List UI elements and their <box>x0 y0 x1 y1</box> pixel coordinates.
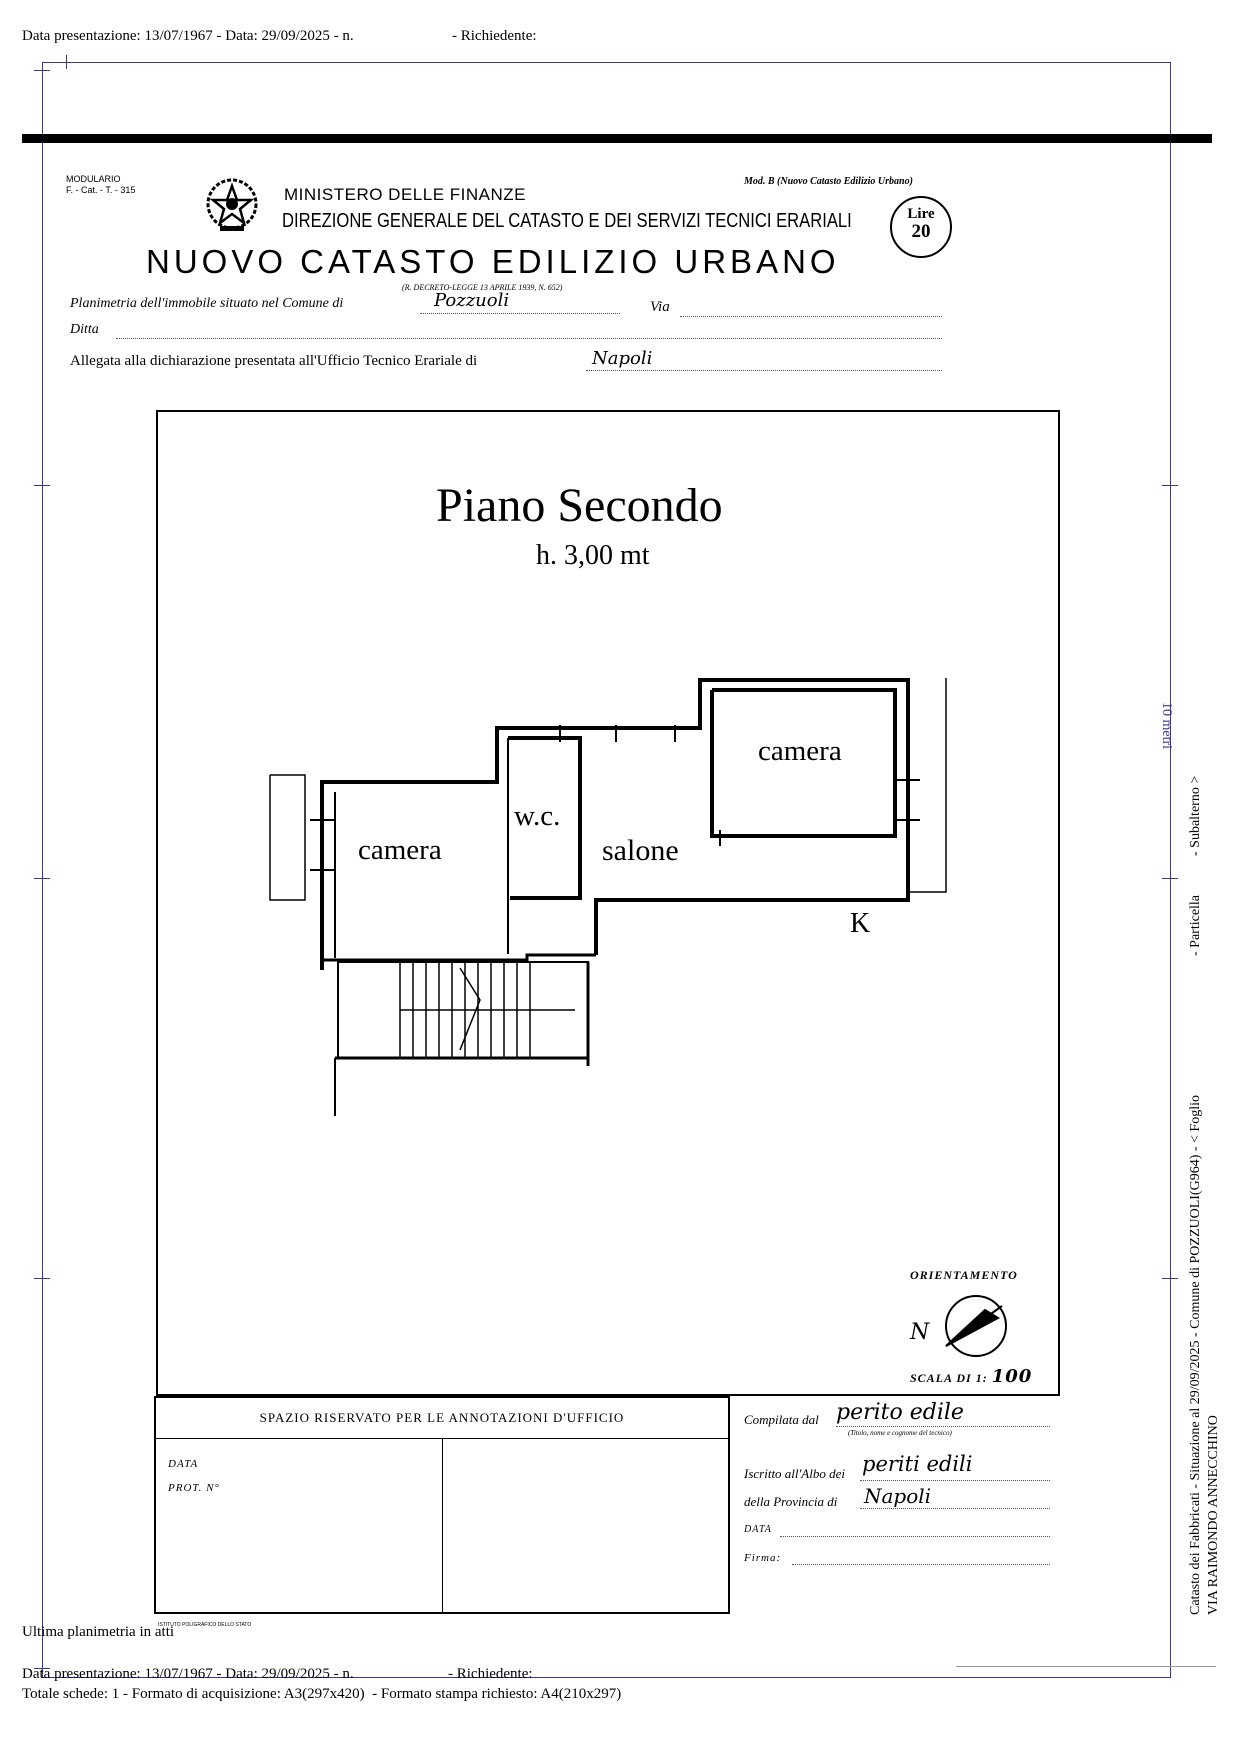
office-data: DATA <box>168 1458 199 1470</box>
ministry-title: MINISTERO DELLE FINANZE <box>284 185 526 204</box>
footer-line1: Data presentazione: 13/07/1967 - Data: 29/09/2025 - n. <box>22 1666 354 1682</box>
side-particella: - Particella <box>1188 894 1203 956</box>
form-title: NUOVO CATASTO EDILIZIO URBANO <box>146 243 840 280</box>
office-title: SPAZIO RISERVATO PER LE ANNOTAZIONI D'UFFICIO <box>156 1398 728 1439</box>
row1-label: Planimetria dell'immobile situato nel Comune di <box>70 296 344 311</box>
footer-line2: Totale schede: 1 - Formato di acquisizione: A3(297x420) - Formato stampa richiesto: A4(210x297) <box>22 1686 622 1702</box>
iscritto-value: periti edili <box>862 1452 973 1476</box>
orientation-label: ORIENTAMENTO <box>910 1268 1018 1282</box>
row2-label: Ditta <box>70 322 99 337</box>
room-camera-right: camera <box>758 735 842 767</box>
compiled-data: DATA <box>744 1524 772 1535</box>
printer-mark: ISTITUTO POLIGRAFICO DELLO STATO <box>158 1622 252 1628</box>
side-line-main: Catasto dei Fabbricati - Situazione al 29/09/2025 - Comune di POZZUOLI(G964) - < Foglio <box>1188 1095 1203 1615</box>
provincia-value: Napoli <box>864 1484 932 1508</box>
compilata-label: Compilata dal <box>744 1412 819 1427</box>
office-box <box>154 1396 730 1614</box>
row1-value: Pozzuoli <box>434 290 510 311</box>
room-wc: w.c. <box>514 800 561 832</box>
side-subalterno: - Subalterno > <box>1188 775 1203 856</box>
iscritto-label: Iscritto all'Albo dei <box>744 1466 845 1481</box>
room-kitchen: K <box>850 908 871 939</box>
office-prot: PROT. N° <box>168 1482 220 1494</box>
header-requester: - Richiedente: <box>452 28 537 44</box>
scale-value: 100 <box>991 1366 1033 1387</box>
row3-label: Allegata alla dichiarazione presentata all'Ufficio Tecnico Erariale di <box>70 353 478 369</box>
header-line: Data presentazione: 13/07/1967 - Data: 29/09/2025 - n. <box>22 28 354 44</box>
model-right: Mod. B (Nuovo Catasto Edilizio Urbano) <box>744 176 913 187</box>
provincia-label: della Provincia di <box>744 1494 838 1509</box>
compilata-value: perito edile <box>836 1400 964 1425</box>
room-camera-left: camera <box>358 834 442 866</box>
model-left: MODULARIO <box>66 174 121 184</box>
scale-label: SCALA DI 1: <box>910 1371 988 1385</box>
decree-text: (R. DECRETO-LEGGE 13 APRILE 1939, N. 652) <box>402 283 563 292</box>
lire-label: Lire <box>907 206 935 222</box>
footer-last: Ultima planimetria in atti <box>22 1624 175 1640</box>
side-scale: 10 metri <box>1159 702 1174 750</box>
side-line-via: VIA RAIMONDO ANNECCHINO <box>1206 1415 1221 1615</box>
north-mark: N <box>910 1320 930 1345</box>
row1-via: Via <box>650 299 670 315</box>
compilata-hint: (Titolo, nome e cognome del tecnico) <box>848 1429 952 1437</box>
footer-requester: - Richiedente: <box>448 1666 533 1682</box>
firma-label: Firma: <box>744 1552 782 1564</box>
lire-value: 20 <box>911 221 931 242</box>
direction-title: DIREZIONE GENERALE DEL CATASTO E DEI SERVIZI TECNICI ERARIALI <box>282 210 852 232</box>
plan-title: Piano Secondo <box>436 479 723 532</box>
row3-value: Napoli <box>592 348 653 369</box>
plan-height: h. 3,00 mt <box>536 540 650 571</box>
room-salone: salone <box>602 834 679 867</box>
model-left-2: F. - Cat. - T. - 315 <box>66 185 136 195</box>
